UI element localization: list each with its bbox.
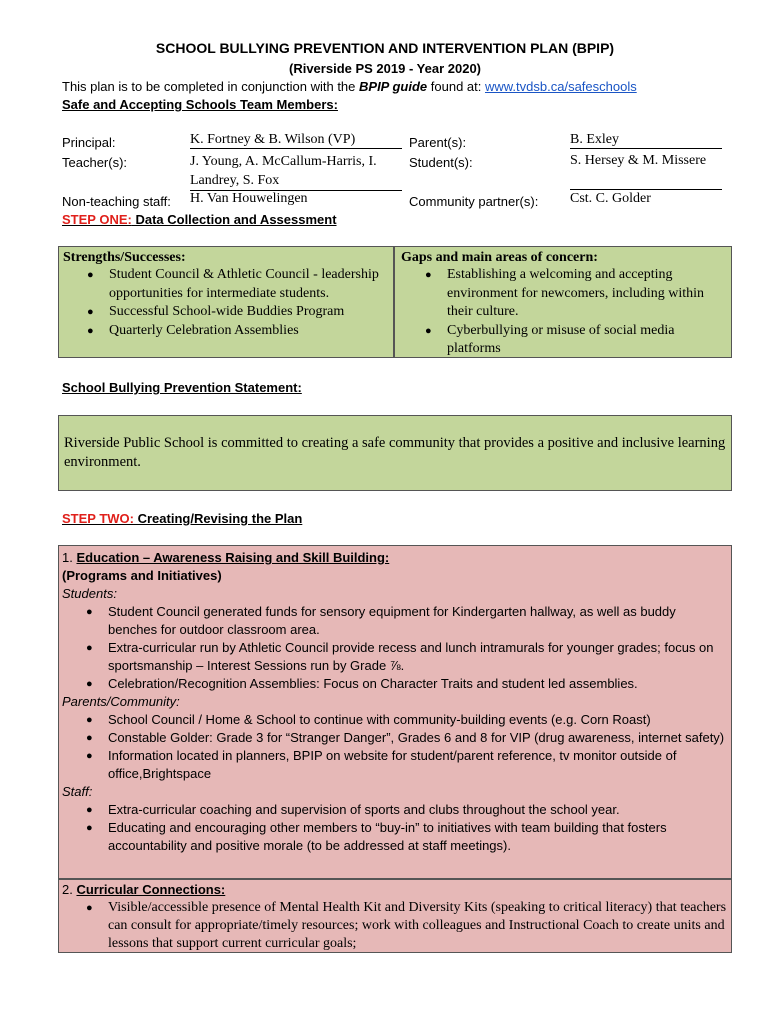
team-heading: Safe and Accepting Schools Team Members: [62,97,338,112]
teachers-value-line-2: Landrey, S. Fox [190,173,280,188]
students-item: ● Student Council generated funds for sensory equipment for Kindergarten hallway, as well as buddy benches for outdoor classroom area. [62,603,727,639]
statement-text: Riverside Public School is committed to creating a safe community that provides a positive and inclusive learning environment. [64,435,726,470]
parents-item: ● School Council / Home & School to continue with community-building events (e.g. Corn Roast) [62,711,727,729]
parents-item: ● Constable Golder: Grade 3 for “Stranger Danger”, Grades 6 and 8 for VIP (drug awareness, internet safety) [62,729,727,747]
strengths-box [58,246,394,358]
strengths-list [63,266,393,340]
safeschools-link[interactable]: www.tvdsb.ca/safeschools [484,79,637,94]
step-two-prefix: STEP TWO: [62,511,134,526]
intro-guide: BPIP guide [359,79,428,94]
curricular-list [62,899,727,953]
staff-list [62,801,727,855]
education-subheading: (Programs and Initiatives) [62,568,222,583]
nonteaching-label: Non-teaching staff: [62,194,171,209]
document-title: SCHOOL BULLYING PREVENTION AND INTERVENTION PLAN (BPIP) [155,40,615,56]
students-section-label: Students: [62,586,117,601]
strengths-item: ● Successful School-wide Buddies Program [63,303,393,322]
strengths-heading: Strengths/Successes: [63,250,186,265]
step-one-prefix: STEP ONE: [62,212,132,227]
staff-item: ● Educating and encouraging other members to “buy-in” to initiatives with team building that fosters accountability and positive morale (to be addressed at staff meetings). [62,819,727,855]
community-label: Community partner(s): [409,194,539,209]
community-value: Cst. C. Golder [570,191,651,206]
curricular-heading-line [62,881,727,899]
principal-value: K. Fortney & B. Wilson (VP) [190,132,402,149]
teachers-value-line-1: J. Young, A. McCallum-Harris, I. [190,154,377,169]
curricular-item: ● Visible/accessible presence of Mental Health Kit and Diversity Kits (speaking to critical literacy) that teachers can consult for appropriate/timely resources; work with colleagues and Instructional Coach to create units and lessons that support current curricular goals; [62,899,727,953]
education-heading: Education – Awareness Raising and Skill Building: [76,550,390,565]
intro-text-mid: found at: [427,79,485,94]
staff-section-label: Staff: [62,784,93,799]
parents-section-label: Parents/Community: [62,694,180,709]
step-two-text: Creating/Revising the Plan [133,511,303,526]
students-item: ● Extra-curricular run by Athletic Council provide recess and lunch intramurals for younger grades; focus on sportsmanship – Interest Sessions run by Grade ⅞. [62,639,727,675]
parents-value: B. Exley [570,132,722,149]
education-box [58,545,732,879]
step-one-heading [62,212,337,227]
gaps-item: ● Cyberbullying or misuse of social media platforms [401,322,727,359]
step-two-heading [62,511,302,526]
intro-text-pre: This plan is to be completed in conjunction with the [62,79,360,94]
students-value: S. Hersey & M. Missere [570,153,722,190]
statement-heading: School Bullying Prevention Statement: [62,380,302,395]
curricular-number: 2. [62,882,77,897]
education-heading-line [62,549,727,567]
students-item: ● Celebration/Recognition Assemblies: Focus on Character Traits and student led assemblies. [62,675,727,693]
teachers-value [190,152,402,191]
staff-item: ● Extra-curricular coaching and supervision of sports and clubs throughout the school year. [62,801,727,819]
gaps-heading: Gaps and main areas of concern: [401,250,598,265]
parents-list [62,711,727,783]
statement-box [58,415,732,491]
gaps-box [394,246,732,358]
intro-line [62,79,637,94]
nonteaching-value: H. Van Houwelingen [190,191,308,206]
gaps-list [401,266,727,359]
curricular-heading: Curricular Connections: [76,882,226,897]
curricular-box [58,879,732,953]
gaps-item: ● Establishing a welcoming and accepting environment for newcomers, including within their culture. [401,266,727,322]
strengths-item: ● Student Council & Athletic Council - leadership opportunities for intermediate students. [63,266,393,303]
students-label: Student(s): [409,155,473,170]
education-number: 1. [62,550,77,565]
teachers-label: Teacher(s): [62,155,128,170]
parents-label: Parent(s): [409,135,467,150]
parents-item: ● Information located in planners, BPIP on website for student/parent reference, tv monitor outside of office,Brightspace [62,747,727,783]
strengths-item: ● Quarterly Celebration Assemblies [63,322,393,341]
document-subtitle: (Riverside PS 2019 - Year 2020) [289,61,481,76]
students-list [62,603,727,693]
principal-label: Principal: [62,135,116,150]
step-one-text: Data Collection and Assessment [131,212,337,227]
